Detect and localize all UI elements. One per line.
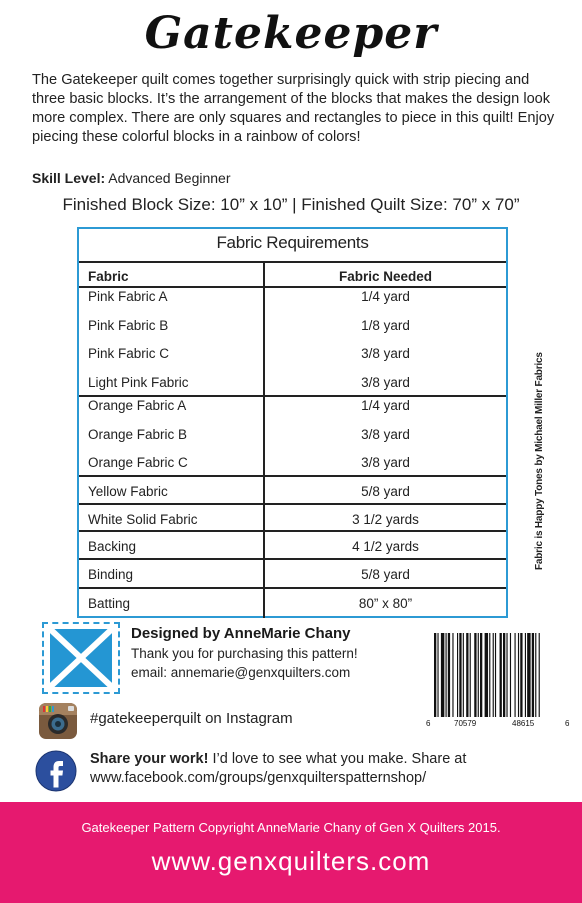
header-fabric: Fabric xyxy=(88,269,129,284)
page-title: Gatekeeper xyxy=(144,8,438,59)
table-row: Yellow Fabric xyxy=(88,484,168,499)
barcode-bar xyxy=(457,633,458,717)
barcode-bar xyxy=(515,633,516,717)
table-cell-amount: 3/8 yard xyxy=(361,346,410,361)
barcode-bar xyxy=(510,633,511,717)
barcode-bar xyxy=(532,633,534,717)
barcode-bar xyxy=(503,633,505,717)
barcode-bar xyxy=(489,633,490,717)
barcode-bar xyxy=(463,633,464,717)
table-divider xyxy=(79,286,506,288)
designer-name: Designed by AnneMarie Chany xyxy=(131,625,351,642)
table-cell-amount: 3/8 yard xyxy=(361,455,410,470)
table-divider xyxy=(79,530,506,532)
intro-paragraph: The Gatekeeper quilt comes together surprisingly quick with strip piecing and three basic blocks. It’s the arrangement of the blocks that makes the design look more complex. There are only squares and rectangles to piece in this quilt! Enjoy piecing these colorful blocks in a rainbow of colors! xyxy=(32,72,555,145)
table-divider xyxy=(79,475,506,477)
finished-sizes: Finished Block Size: 10” x 10” | Finished Quilt Size: 70” x 70” xyxy=(62,195,520,214)
fabric-requirements-table xyxy=(77,227,508,618)
table-divider xyxy=(79,503,506,505)
table-row: Orange Fabric B xyxy=(88,427,188,442)
table-cell-amount: 1/8 yard xyxy=(361,318,410,333)
footer-bar xyxy=(0,802,582,903)
header-fabric-needed: Fabric Needed xyxy=(338,269,433,284)
barcode-bar xyxy=(493,633,494,717)
table-cell-amount: 4 1/2 yards xyxy=(352,539,419,554)
instagram-hashtag: #gatekeeperquilt on Instagram xyxy=(90,710,293,727)
table-row: Pink Fabric B xyxy=(88,318,169,333)
barcode-bar xyxy=(452,633,453,717)
facebook-icon[interactable] xyxy=(35,750,77,792)
barcode-bar xyxy=(448,633,450,717)
barcode-bar xyxy=(474,633,476,717)
barcode-bar xyxy=(446,633,447,717)
barcode-bar xyxy=(520,633,522,717)
table-cell-amount: 3/8 yard xyxy=(361,375,410,390)
barcode-digit-3: 48615 xyxy=(512,719,535,728)
barcode-digit-2: 70579 xyxy=(454,719,477,728)
share-bold: Share your work! xyxy=(90,751,209,767)
skill-level-label: Skill Level: xyxy=(32,170,106,186)
table-row: Backing xyxy=(88,539,137,554)
table-cell-amount: 5/8 yard xyxy=(361,484,410,499)
email-link[interactable]: email: annemarie@genxquilters.com xyxy=(131,665,351,680)
barcode-bar xyxy=(539,633,540,717)
table-row: Pink Fabric C xyxy=(88,346,170,361)
table-divider xyxy=(79,587,506,589)
barcode-bar xyxy=(441,633,444,717)
barcode-digit-4: 6 xyxy=(565,719,570,728)
instagram-icon[interactable] xyxy=(38,702,78,740)
logo-x-icon xyxy=(50,629,112,687)
barcode-bar xyxy=(470,633,471,717)
thank-you-text: Thank you for purchasing this pattern! xyxy=(131,646,358,661)
barcode-bar xyxy=(434,633,436,717)
barcode-digit-1: 6 xyxy=(426,719,431,728)
genx-logo xyxy=(42,622,120,694)
table-row: Light Pink Fabric xyxy=(88,375,189,390)
table-row: Batting xyxy=(88,596,131,611)
skill-level-value: Advanced Beginner xyxy=(108,170,231,186)
table-cell-amount: 1/4 yard xyxy=(361,398,410,413)
barcode-bar xyxy=(518,633,519,717)
barcode-bar xyxy=(527,633,530,717)
table-row: White Solid Fabric xyxy=(88,512,198,527)
fabric-credit-note: Fabric is Happy Tones by Michael Miller Fabrics xyxy=(534,352,545,570)
barcode-bar xyxy=(480,633,482,717)
barcode-bar xyxy=(437,633,438,717)
table-cell-amount: 80” x 80” xyxy=(358,596,413,611)
share-text xyxy=(90,751,466,767)
table-divider xyxy=(79,558,506,560)
barcode-bar xyxy=(466,633,468,717)
table-title: Fabric Requirements xyxy=(216,233,369,252)
share-message: I’d love to see what you make. Share at xyxy=(208,751,467,767)
table-cell-amount: 3/8 yard xyxy=(361,427,410,442)
website-link[interactable]: www.genxquilters.com xyxy=(151,846,431,876)
barcode-bar xyxy=(500,633,502,717)
copyright-text: Gatekeeper Pattern Copyright AnneMarie Chany of Gen X Quilters 2015. xyxy=(81,820,501,835)
table-row: Orange Fabric C xyxy=(88,455,188,470)
table-row: Binding xyxy=(88,567,134,582)
barcode-bar xyxy=(506,633,507,717)
barcode-bar xyxy=(495,633,496,717)
barcode-bar xyxy=(525,633,526,717)
barcode-bar xyxy=(535,633,536,717)
facebook-group-link[interactable]: www.facebook.com/groups/genxquilterspatternshop/ xyxy=(90,770,427,786)
barcode xyxy=(424,633,572,729)
barcode-bar xyxy=(478,633,479,717)
table-row: Pink Fabric A xyxy=(88,289,168,304)
table-cell-amount: 5/8 yard xyxy=(361,567,410,582)
skill-level xyxy=(32,170,230,186)
table-row: Orange Fabric A xyxy=(88,398,187,413)
table-divider xyxy=(79,395,506,397)
barcode-bar xyxy=(459,633,461,717)
table-divider xyxy=(79,261,506,263)
table-cell-amount: 1/4 yard xyxy=(361,289,410,304)
barcode-bar xyxy=(485,633,488,717)
table-cell-amount: 3 1/2 yards xyxy=(352,512,419,527)
